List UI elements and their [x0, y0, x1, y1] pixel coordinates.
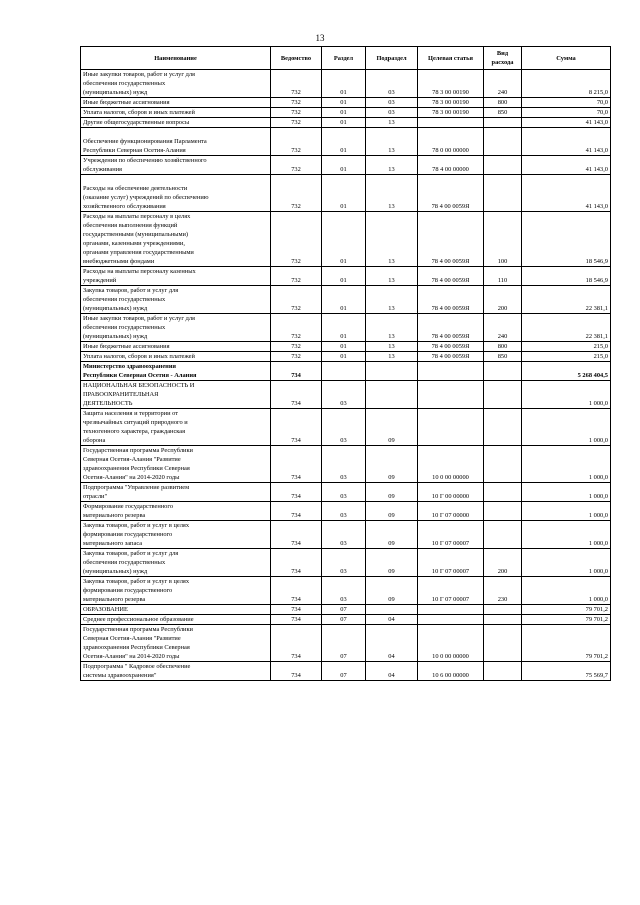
- cell-subsection: 13: [366, 175, 418, 212]
- cell-section: 03: [322, 483, 366, 502]
- column-header-expense-type: Вид расхода: [484, 47, 522, 70]
- table-row: [81, 483, 611, 502]
- cell-subsection: 13: [366, 212, 418, 267]
- cell-amount: 41 143,0: [522, 118, 611, 128]
- table-row: [81, 175, 611, 212]
- cell-section: 01: [322, 212, 366, 267]
- cell-amount: 1 000,0: [522, 381, 611, 409]
- cell-department: 734: [271, 662, 322, 681]
- cell-expense-type: 240: [484, 314, 522, 342]
- cell-amount: 79 701,2: [522, 615, 611, 625]
- cell-expense-type: 230: [484, 577, 522, 605]
- cell-expense-type: 240: [484, 70, 522, 98]
- cell-section: 01: [322, 175, 366, 212]
- cell-amount: 1 000,0: [522, 502, 611, 521]
- column-header-subsection: Подраздел: [366, 47, 418, 70]
- cell-subsection: 09: [366, 577, 418, 605]
- column-header-department: Ведомство: [271, 47, 322, 70]
- cell-name: Другие общегосударственные вопросы: [81, 118, 271, 128]
- cell-expense-type: [484, 446, 522, 483]
- cell-subsection: 13: [366, 128, 418, 156]
- cell-subsection: [366, 381, 418, 409]
- cell-department: 734: [271, 615, 322, 625]
- cell-expense-type: [484, 502, 522, 521]
- cell-subsection: [366, 362, 418, 381]
- cell-subsection: 03: [366, 98, 418, 108]
- cell-name: Подпрограмма " Кадровое обеспечение системы здравоохранения": [81, 662, 271, 681]
- cell-name: Иные закупки товаров, работ и услуг для обеспечения государственных (муниципальных) нужд: [81, 70, 271, 98]
- cell-department: 732: [271, 267, 322, 286]
- cell-section: 01: [322, 70, 366, 98]
- cell-subsection: 09: [366, 502, 418, 521]
- table-row: [81, 605, 611, 615]
- cell-section: 01: [322, 342, 366, 352]
- cell-name: ОБРАЗОВАНИЕ: [81, 605, 271, 615]
- cell-subsection: 03: [366, 108, 418, 118]
- cell-subsection: 13: [366, 267, 418, 286]
- table-row: [81, 108, 611, 118]
- cell-section: 03: [322, 521, 366, 549]
- cell-name: Учреждения по обеспечению хозяйственного обслуживания: [81, 156, 271, 175]
- table-row: [81, 502, 611, 521]
- cell-amount: 41 143,0: [522, 175, 611, 212]
- cell-section: 07: [322, 662, 366, 681]
- cell-subsection: 04: [366, 662, 418, 681]
- table-row: [81, 314, 611, 342]
- cell-amount: 18 546,9: [522, 212, 611, 267]
- cell-target-article: 78 0 00 00000: [418, 128, 484, 156]
- table-row: [81, 212, 611, 267]
- cell-section: 07: [322, 625, 366, 662]
- cell-expense-type: [484, 175, 522, 212]
- table-row: [81, 625, 611, 662]
- cell-department: 732: [271, 156, 322, 175]
- table-row: [81, 549, 611, 577]
- cell-amount: 1 000,0: [522, 446, 611, 483]
- cell-amount: 1 000,0: [522, 409, 611, 446]
- cell-target-article: 10 Г 07 00000: [418, 502, 484, 521]
- cell-department: 734: [271, 409, 322, 446]
- cell-department: 732: [271, 342, 322, 352]
- cell-section: 07: [322, 615, 366, 625]
- cell-department: 734: [271, 577, 322, 605]
- cell-target-article: 10 Г 07 00007: [418, 521, 484, 549]
- cell-subsection: 09: [366, 483, 418, 502]
- cell-target-article: 78 4 00 0059Я: [418, 175, 484, 212]
- table-row: [81, 128, 611, 156]
- cell-name: Иные бюджетные ассигнования: [81, 342, 271, 352]
- cell-name: Среднее профессиональное образование: [81, 615, 271, 625]
- cell-section: 03: [322, 549, 366, 577]
- cell-subsection: 09: [366, 409, 418, 446]
- table-row: [81, 409, 611, 446]
- cell-department: 732: [271, 212, 322, 267]
- cell-target-article: 10 Г 07 00007: [418, 577, 484, 605]
- cell-section: [322, 362, 366, 381]
- cell-department: 734: [271, 549, 322, 577]
- cell-amount: 75 569,7: [522, 662, 611, 681]
- cell-section: 03: [322, 409, 366, 446]
- cell-expense-type: [484, 615, 522, 625]
- cell-expense-type: 200: [484, 549, 522, 577]
- cell-target-article: 10 0 00 00000: [418, 446, 484, 483]
- page-number: 13: [315, 33, 325, 43]
- cell-name: Подпрограмма "Управление развитием отрасли": [81, 483, 271, 502]
- cell-subsection: 13: [366, 286, 418, 314]
- cell-expense-type: [484, 409, 522, 446]
- cell-amount: 1 000,0: [522, 549, 611, 577]
- cell-section: 01: [322, 128, 366, 156]
- cell-name: Формирование государственного материального резерва: [81, 502, 271, 521]
- table-row: [81, 286, 611, 314]
- cell-target-article: [418, 605, 484, 615]
- table-row: [81, 118, 611, 128]
- cell-target-article: 78 4 00 0059Я: [418, 286, 484, 314]
- cell-target-article: [418, 381, 484, 409]
- cell-department: 732: [271, 175, 322, 212]
- cell-target-article: 78 3 00 00190: [418, 98, 484, 108]
- cell-subsection: 13: [366, 314, 418, 342]
- cell-section: 01: [322, 267, 366, 286]
- cell-expense-type: [484, 156, 522, 175]
- cell-amount: 8 215,0: [522, 70, 611, 98]
- cell-target-article: [418, 409, 484, 446]
- cell-department: 734: [271, 381, 322, 409]
- cell-target-article: 10 6 00 00000: [418, 662, 484, 681]
- cell-target-article: 78 4 00 0059Я: [418, 267, 484, 286]
- cell-section: 01: [322, 156, 366, 175]
- cell-department: 734: [271, 605, 322, 615]
- cell-amount: 22 381,1: [522, 314, 611, 342]
- cell-name: Иные бюджетные ассигнования: [81, 98, 271, 108]
- cell-amount: 22 381,1: [522, 286, 611, 314]
- cell-section: 03: [322, 502, 366, 521]
- table-header-row: [81, 47, 611, 70]
- cell-expense-type: 100: [484, 212, 522, 267]
- cell-target-article: 78 3 00 00190: [418, 108, 484, 118]
- cell-amount: 18 546,9: [522, 267, 611, 286]
- cell-name: Расходы на обеспечение деятельности (оказание услуг) учреждений по обеспечению хозяйственного обслуживания: [81, 175, 271, 212]
- cell-target-article: 78 4 00 0059Я: [418, 352, 484, 362]
- cell-target-article: [418, 615, 484, 625]
- cell-target-article: 10 0 00 00000: [418, 625, 484, 662]
- cell-amount: 5 268 404,5: [522, 362, 611, 381]
- cell-department: 732: [271, 314, 322, 342]
- cell-expense-type: 200: [484, 286, 522, 314]
- cell-name: Министерство здравоохранения Республики Северная Осетия - Алания: [81, 362, 271, 381]
- cell-name: Расходы на выплаты персоналу казенных учреждений: [81, 267, 271, 286]
- table-body: [81, 70, 611, 681]
- cell-expense-type: 110: [484, 267, 522, 286]
- budget-table: [80, 46, 611, 681]
- column-header-amount: Сумма: [522, 47, 611, 70]
- cell-target-article: 78 3 00 00190: [418, 70, 484, 98]
- cell-section: 01: [322, 352, 366, 362]
- cell-department: 734: [271, 446, 322, 483]
- table-row: [81, 446, 611, 483]
- cell-name: Иные закупки товаров, работ и услуг для обеспечения государственных (муниципальных) нужд: [81, 314, 271, 342]
- table-row: [81, 342, 611, 352]
- cell-subsection: 09: [366, 446, 418, 483]
- cell-subsection: 13: [366, 118, 418, 128]
- cell-name: Защита населения и территории от чрезвычайных ситуаций природного и техногенного характера, гражданская оборона: [81, 409, 271, 446]
- cell-target-article: 78 4 00 0059Я: [418, 314, 484, 342]
- cell-department: 734: [271, 483, 322, 502]
- cell-expense-type: [484, 381, 522, 409]
- cell-amount: 1 000,0: [522, 483, 611, 502]
- column-header-name: Наименование: [81, 47, 271, 70]
- cell-amount: 41 143,0: [522, 156, 611, 175]
- cell-amount: 70,0: [522, 108, 611, 118]
- cell-expense-type: 800: [484, 342, 522, 352]
- cell-target-article: 78 4 00 0059Я: [418, 212, 484, 267]
- cell-subsection: [366, 605, 418, 615]
- table-row: [81, 615, 611, 625]
- cell-name: Закупка товаров, работ и услуг для обеспечения государственных (муниципальных) нужд: [81, 549, 271, 577]
- column-header-target-article: Целевая статья: [418, 47, 484, 70]
- cell-name: Закупка товаров, работ и услуг для обеспечения государственных (муниципальных) нужд: [81, 286, 271, 314]
- cell-amount: 41 143,0: [522, 128, 611, 156]
- cell-expense-type: [484, 483, 522, 502]
- cell-name: НАЦИОНАЛЬНАЯ БЕЗОПАСНОСТЬ И ПРАВООХРАНИТЕЛЬНАЯ ДЕЯТЕЛЬНОСТЬ: [81, 381, 271, 409]
- cell-subsection: 04: [366, 615, 418, 625]
- cell-section: 01: [322, 98, 366, 108]
- cell-name: Уплата налогов, сборов и иных платежей: [81, 108, 271, 118]
- cell-expense-type: [484, 521, 522, 549]
- cell-expense-type: 850: [484, 108, 522, 118]
- cell-expense-type: [484, 118, 522, 128]
- cell-section: 01: [322, 118, 366, 128]
- cell-expense-type: [484, 128, 522, 156]
- table-row: [81, 662, 611, 681]
- table-row: [81, 521, 611, 549]
- cell-section: 07: [322, 605, 366, 615]
- cell-name: Государственная программа Республики Северная Осетия-Алания "Развитие здравоохранения Республики Северная Осетия-Алания" на 2014-2020 годы: [81, 625, 271, 662]
- table-row: [81, 267, 611, 286]
- cell-subsection: 09: [366, 521, 418, 549]
- cell-section: 03: [322, 577, 366, 605]
- cell-target-article: [418, 118, 484, 128]
- cell-section: 03: [322, 381, 366, 409]
- table-row: [81, 381, 611, 409]
- cell-amount: 215,0: [522, 352, 611, 362]
- table-row: [81, 362, 611, 381]
- table-row: [81, 98, 611, 108]
- cell-expense-type: 850: [484, 352, 522, 362]
- cell-department: 732: [271, 70, 322, 98]
- cell-amount: 1 000,0: [522, 521, 611, 549]
- cell-name: Обеспечение функционирования Парламента Республики Северная Осетия-Алания: [81, 128, 271, 156]
- cell-department: 732: [271, 98, 322, 108]
- cell-target-article: 10 Г 07 00007: [418, 549, 484, 577]
- cell-target-article: 78 4 00 00000: [418, 156, 484, 175]
- cell-target-article: [418, 362, 484, 381]
- cell-amount: 70,0: [522, 98, 611, 108]
- cell-department: 734: [271, 362, 322, 381]
- cell-name: Закупка товаров, работ и услуг в целях формирования государственного материального запаса: [81, 521, 271, 549]
- cell-amount: 1 000,0: [522, 577, 611, 605]
- cell-name: Уплата налогов, сборов и иных платежей: [81, 352, 271, 362]
- cell-subsection: 03: [366, 70, 418, 98]
- cell-section: 01: [322, 314, 366, 342]
- cell-name: Государственная программа Республики Северная Осетия-Алания "Развитие здравоохранения Республики Северная Осетия-Алания" на 2014-2020 годы: [81, 446, 271, 483]
- cell-target-article: 78 4 00 0059Я: [418, 342, 484, 352]
- cell-subsection: 09: [366, 549, 418, 577]
- cell-department: 732: [271, 108, 322, 118]
- cell-name: Расходы на выплаты персоналу в целях обеспечения выполнения функций государственными (муниципальными) органами, казенными учреждениями, органами управления государственными внебюджетными фондами: [81, 212, 271, 267]
- cell-amount: 79 701,2: [522, 625, 611, 662]
- cell-subsection: 13: [366, 352, 418, 362]
- cell-subsection: 13: [366, 342, 418, 352]
- cell-subsection: 13: [366, 156, 418, 175]
- cell-department: 732: [271, 286, 322, 314]
- cell-department: 732: [271, 352, 322, 362]
- table-row: [81, 70, 611, 98]
- cell-amount: 79 701,2: [522, 605, 611, 615]
- cell-section: 01: [322, 286, 366, 314]
- cell-section: 01: [322, 108, 366, 118]
- cell-subsection: 04: [366, 625, 418, 662]
- cell-department: 732: [271, 128, 322, 156]
- cell-department: 732: [271, 118, 322, 128]
- cell-expense-type: [484, 625, 522, 662]
- table-row: [81, 156, 611, 175]
- cell-section: 03: [322, 446, 366, 483]
- cell-target-article: 10 Г 00 00000: [418, 483, 484, 502]
- table-row: [81, 352, 611, 362]
- cell-expense-type: [484, 605, 522, 615]
- cell-department: 734: [271, 502, 322, 521]
- cell-expense-type: 800: [484, 98, 522, 108]
- column-header-section: Раздел: [322, 47, 366, 70]
- cell-name: Закупка товаров, работ и услуг в целях формирования государственного материального резерва: [81, 577, 271, 605]
- cell-expense-type: [484, 662, 522, 681]
- cell-amount: 215,0: [522, 342, 611, 352]
- table-row: [81, 577, 611, 605]
- cell-expense-type: [484, 362, 522, 381]
- cell-department: 734: [271, 521, 322, 549]
- cell-department: 734: [271, 625, 322, 662]
